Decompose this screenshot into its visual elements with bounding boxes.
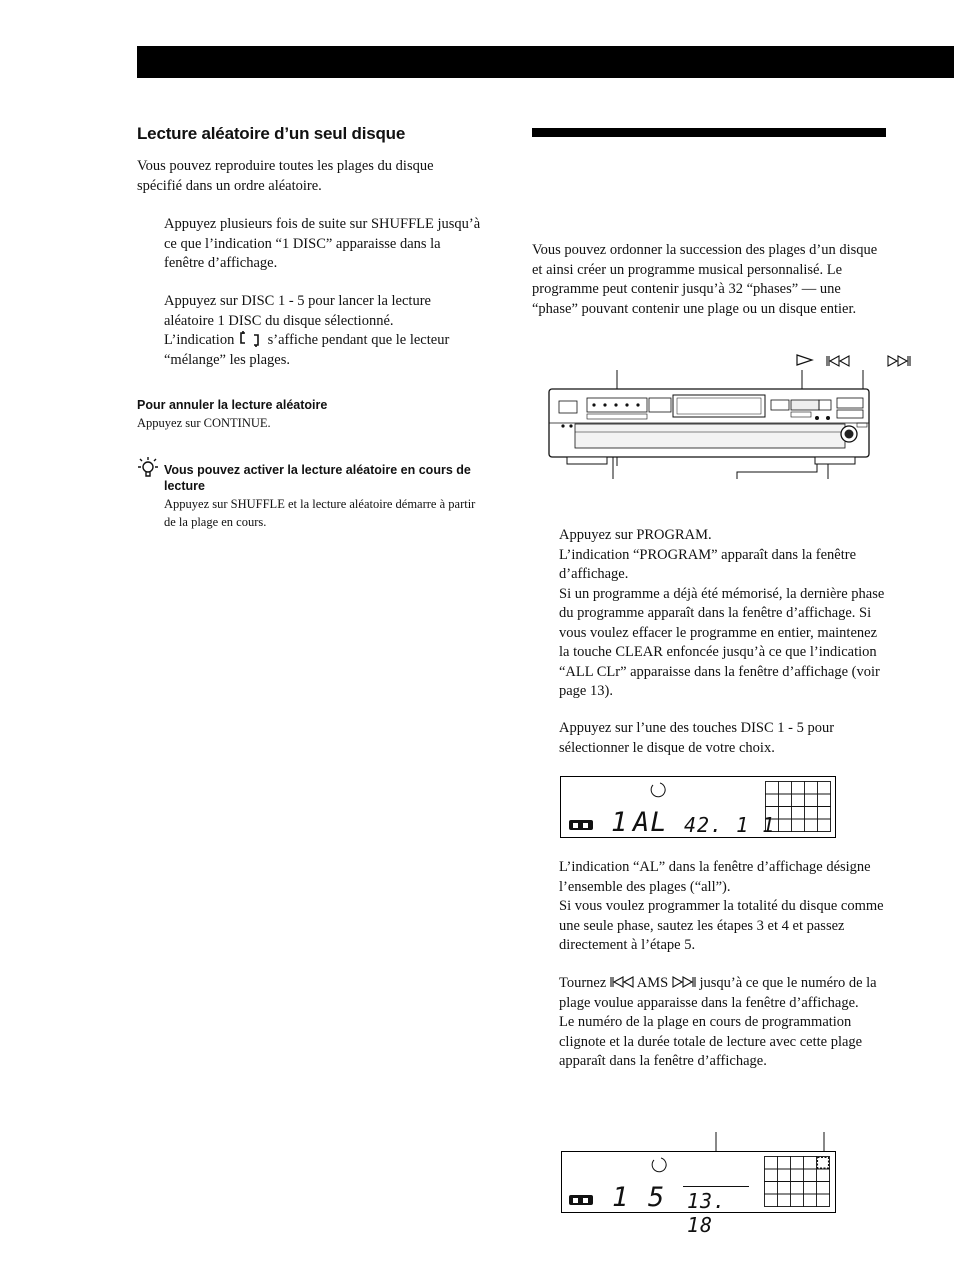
tape-reel-icon [568,1194,594,1206]
right-step-3: Tournez AMS jusqu’à ce que le numéro de la plage voulue apparaisse dans la fenêtre d’affichage. Le numéro de la plage en cours de programmation clignote et la durée totale de lecture avec cette plage apparaît dans la fenêtre d’affichage. [559,975,877,1069]
disc-indicator-icon [648,1155,668,1175]
lightbulb-icon [137,456,159,480]
display-time: 13. 18 [687,1189,727,1237]
tape-reel-icon [568,819,594,831]
tip-text: Appuyez sur SHUFFLE et la lecture aléatoire démarre à partir de la plage en cours. [164,497,476,529]
track-grid [764,1156,830,1207]
lcd-display-1 [560,776,836,838]
disc-indicator-icon [647,780,667,800]
shuffle-display-icon [238,331,264,347]
display-track: 5 [648,1182,665,1213]
right-after-display-1: L’indication “AL” dans la fenêtre d’affichage désigne l’ensemble des plages (“all”). Si vous voulez programmer la totalité du disque comme une seule phase, sautez les étapes 3 et 4 et passez directement à l’étape 5. [559,859,884,953]
left-step-1: Appuyez plusieurs fois de suite sur SHUFFLE jusqu’à ce que l’indication “1 DISC” apparaisse dans la fenêtre d’affichage. [164,216,481,271]
tip-title: Vous pouvez activer la lecture aléatoire en cours de lecture [164,463,471,493]
right-step-1: Appuyez sur PROGRAM. L’indication “PROGRAM” apparaît dans la fenêtre d’affichage. Si un programme a déjà été mémorisé, la dernière phase du programme apparaît dans la fenêtre d’affichage. Si vous voulez effacer le programme en entier, maintenez la touche CLEAR enfoncée jusqu’à ce que l’indication “ALL CLr” apparaisse dans la fenêtre d’affichage (voir page 13). [559,527,885,699]
right-intro: Vous pouvez ordonner la succession des plages d’un disque et ainsi créer un programme musical personnalisé. Le programme peut contenir jusqu’à 32 “phases” — une “phase” pouvant contenir une plage ou un disque entier. [532,242,878,317]
cd-player-illustration [545,368,875,480]
next-track-icon [672,975,696,987]
display-disc-number: 1 [611,807,628,838]
cancel-title: Pour annuler la lecture aléatoire [137,398,328,412]
left-step-2b: L’indication s’affiche pendant que le lecteur “mélange” les plages. [164,332,450,368]
track-grid [765,781,831,832]
previous-track-icon [610,975,634,987]
display-time-box [683,1186,749,1237]
display-track: AL [633,807,668,838]
blinking-track-cell [818,1158,829,1169]
display-disc-number: 1 [612,1182,629,1213]
section-title: Lecture aléatoire d’un seul disque [137,124,406,143]
play-icon [796,353,814,367]
next-track-icon [886,354,912,366]
left-step-2a: Appuyez sur DISC 1 - 5 pour lancer la lecture aléatoire 1 DISC du disque sélectionné. [164,293,431,329]
previous-track-icon [825,354,851,366]
cancel-text: Appuyez sur CONTINUE. [137,416,271,430]
right-step-2: Appuyez sur l’une des touches DISC 1 - 5 pour sélectionner le disque de votre choix. [559,720,835,756]
left-intro: Vous pouvez reproduire toutes les plages du disque spécifié dans un ordre aléatoire. [137,158,434,194]
display-time: 42. 1 1 [684,813,776,837]
lcd-display-2 [561,1151,836,1237]
header-bar [137,46,954,78]
section-rule [532,128,886,137]
